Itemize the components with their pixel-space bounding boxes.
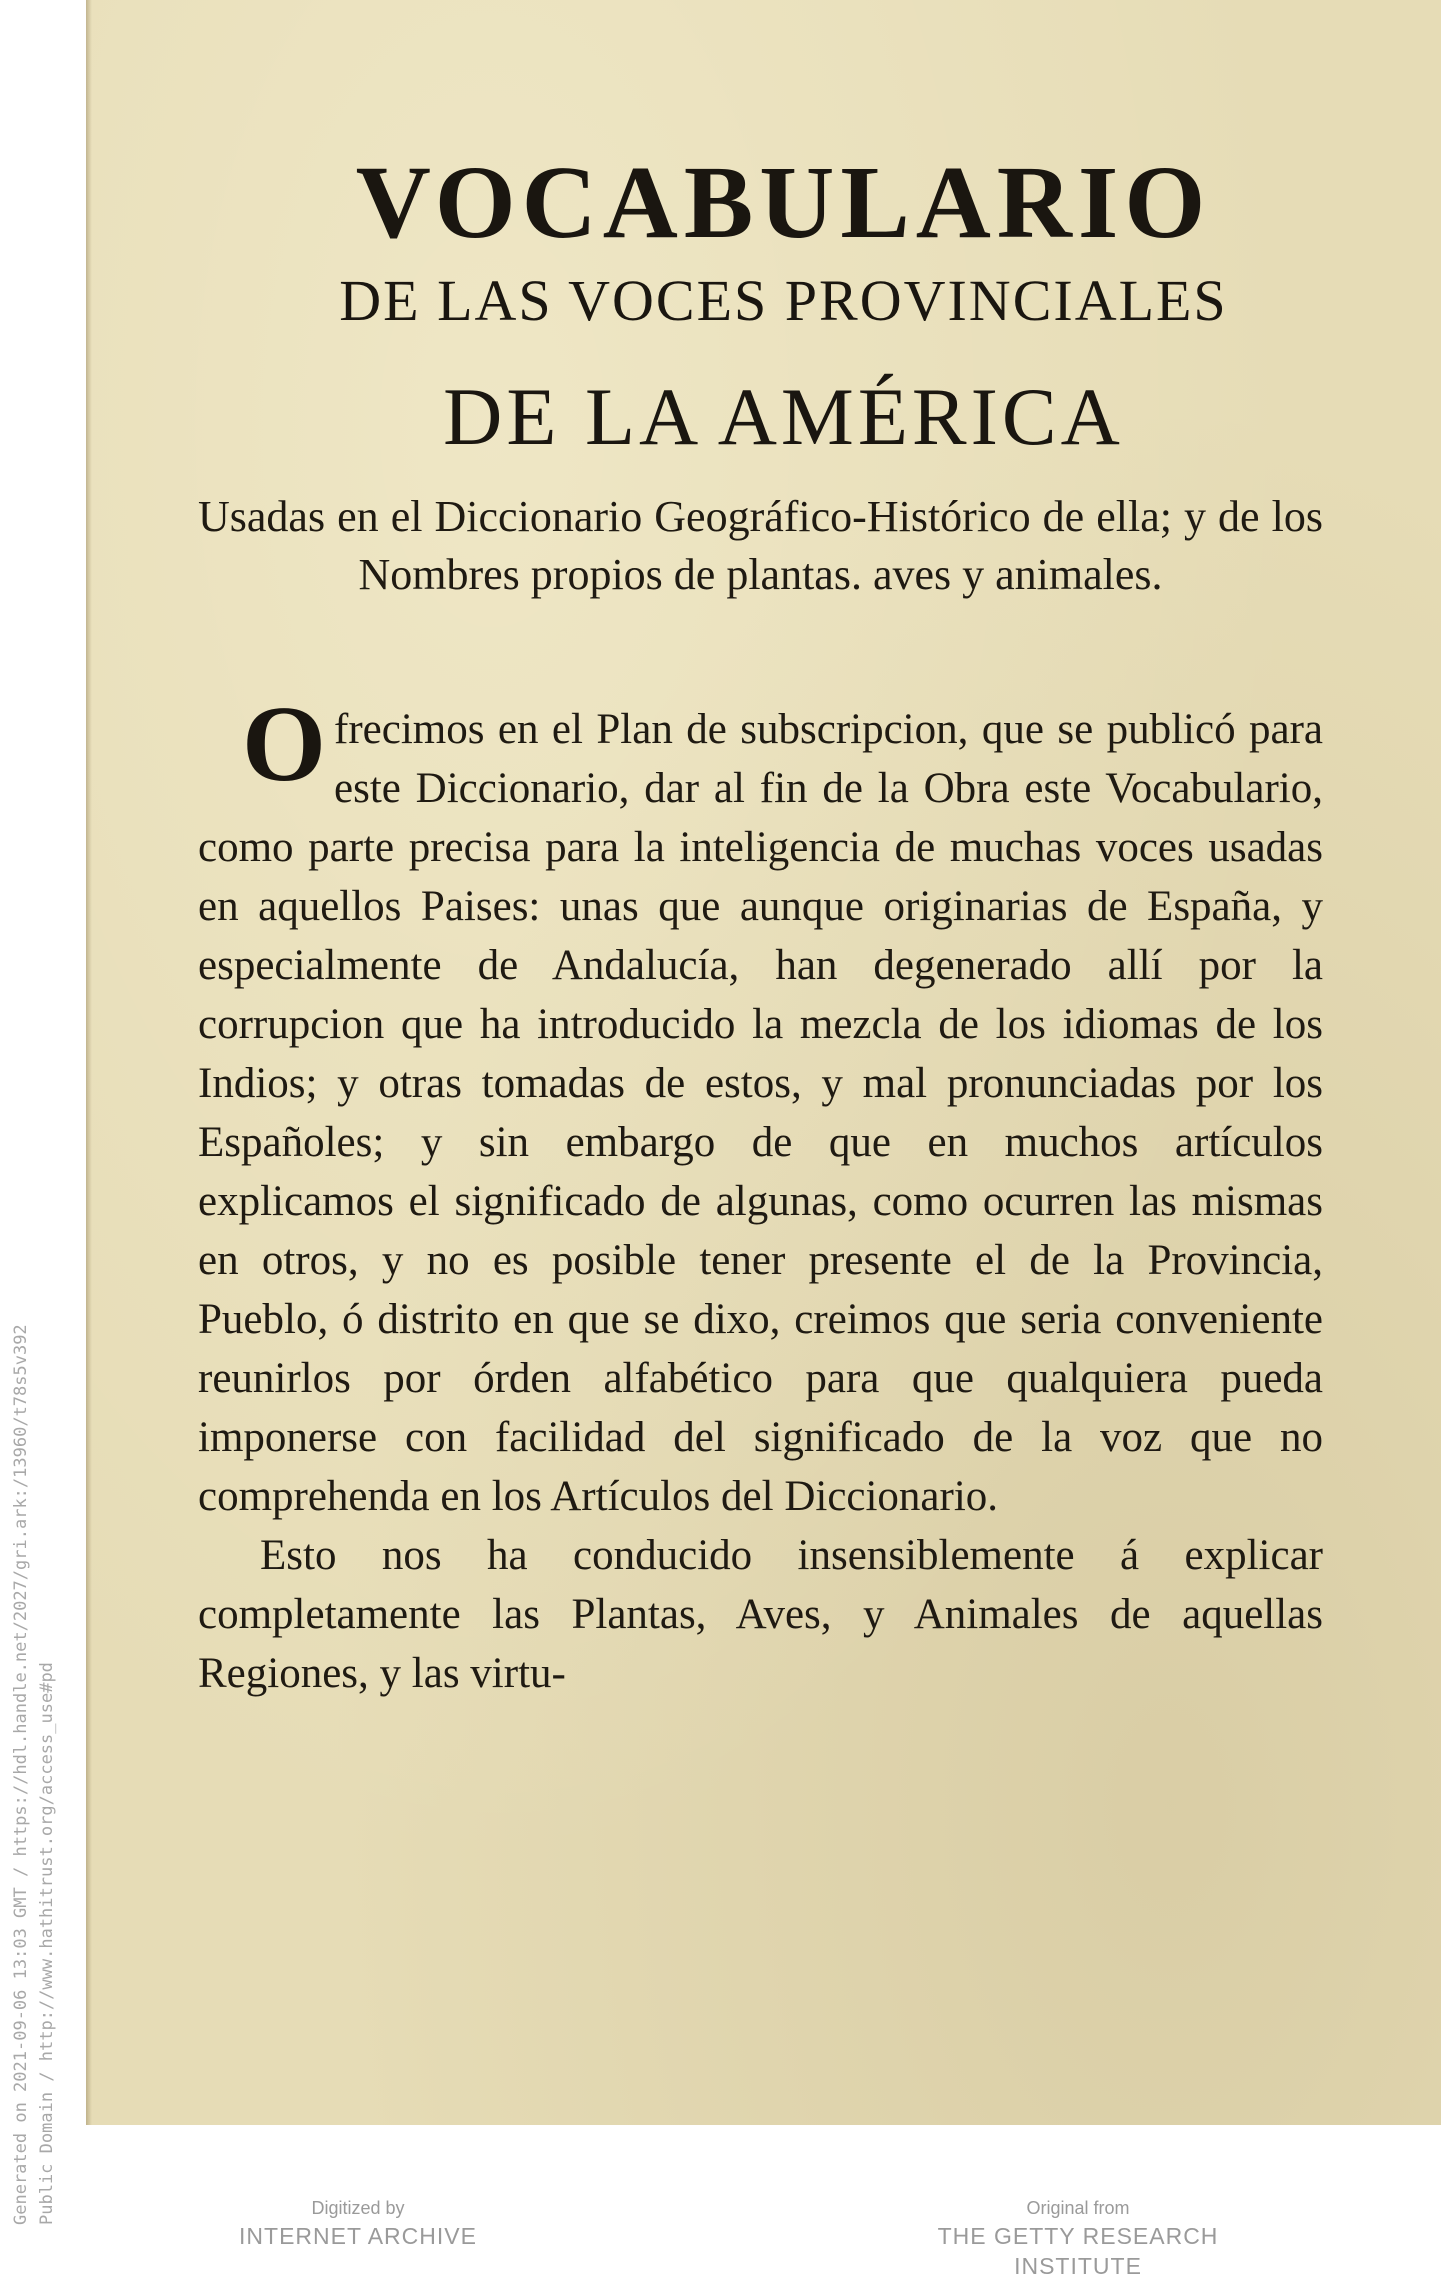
footer-left-caption: Digitized by [311,2198,405,2218]
paragraph-1 [198,685,1323,1526]
hathitrust-side-stamp [0,0,86,2255]
title-line-2: DE LAS VOCES PROVINCIALES [339,268,1228,333]
subtitle: Usadas en el Diccionario Geográfico-Histórico de ella; y de los Nombres propios de plantas. aves y animales. [198,492,1323,599]
side-stamp-line-1: Generated on 2021-09-06 13:03 GMT / https://hdl.handle.net/2027/gri.ark:/13960/t78s5v392 [11,1324,31,2225]
footer-left-source: INTERNET ARCHIVE [239,2223,477,2249]
drop-cap: O [242,685,327,804]
footer-right-caption: Original from [1026,2198,1130,2218]
footer-digitized-by [158,2195,558,2251]
footer-right-source: THE GETTY RESEARCH INSTITUTE [937,2223,1219,2279]
title-line-3: DE LA AMÉRICA [443,371,1124,462]
paragraph-1-text: frecimos en el Plan de subscripcion, que se publicó para este Diccionario, dar al fin de la Obra este Vocabulario, como parte precisa para la inteligencia de muchas voces usadas en aquellos Paises: unas que aunque originarias de España, y especialmente de Andalucía, han degenerado allí por la corrupcion que ha introducido la mezcla de los idiomas de los Indios; y otras tomadas de estos, y mal pronunciadas por los Españoles; y sin embargo de que en muchos artículos explicamos el significado de algunas, como ocurren las mismas en otros, y no es posible tener presente el de la Provincia, Pueblo, ó distrito en que se dixo, creimos que seria conveniente reunirlos por órden alfabético para que qualquiera pueda imponerse con facilidad del significado de la voz que no comprehenda en los Artículos del Diccionario. [198,706,1323,1520]
page-title: VOCABULARIO [355,145,1212,260]
body-text [198,685,1323,1703]
paragraph-2: Esto nos ha conducido insensiblemente á explicar completamente las Plantas, Aves, y Animales de aquellas Regiones, y las virtu- [198,1532,1323,1697]
scanned-page [86,0,1441,2125]
footer-original-from [878,2195,1278,2281]
side-stamp-line-2: Public Domain / http://www.hathitrust.org/access_use#pd [37,1662,57,2225]
side-stamp-text [8,1075,60,2225]
